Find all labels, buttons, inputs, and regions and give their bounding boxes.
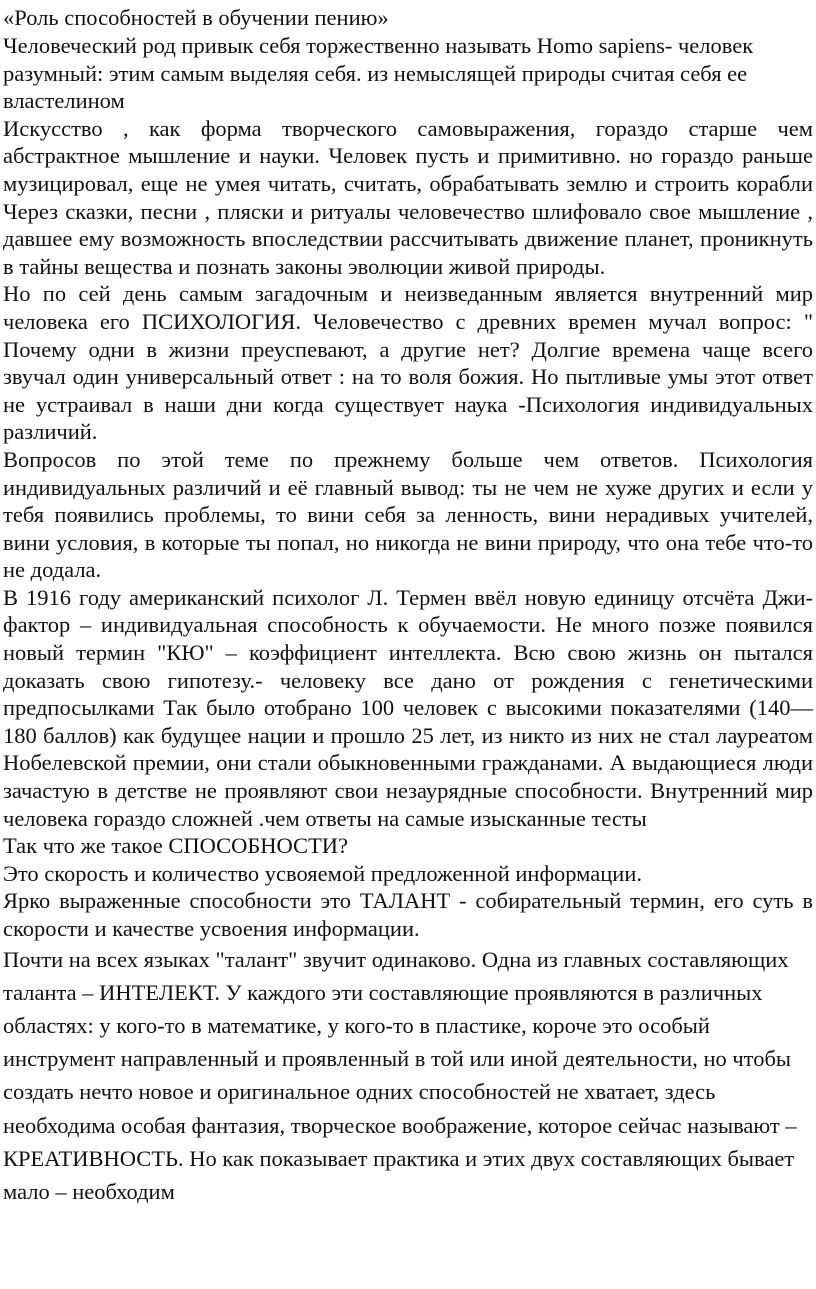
paragraph-definition: Это скорость и количество усвояемой предложенной информации. (3, 860, 642, 886)
paragraph-homo-sapiens: Человеческий род привык себя торжественно называть Homo sapiens- человек разумный: этим самым выделяя себя. из немыслящей природы считая себя ее властелином (3, 33, 754, 114)
paragraph-art: Искусство , как форма творческого самовыражения, гораздо старше чем абстрактное мышление и науки. Человек пусть и примитивно. но гораздо раньше музицировал, еще не умея читать, считать, обрабатывать землю и строить корабли Через сказки, песни , пляски и ритуалы человечество шлифовало свое мышление , давшее ему возможность впоследствии рассчитывать движение планет, проникнуть в тайны вещества и познать законы эволюции живой природы. (3, 115, 813, 279)
paragraph-talent: Ярко выраженные способности это ТАЛАНТ - собирательный термин, его суть в скорости и качестве усвоения информации. (3, 888, 813, 941)
paragraph-psychology: Но по сей день самым загадочным и неизведанным является внутренний мир человека его ПСИХОЛОГИЯ. Человечество с древних времен мучал вопрос: " Почему одни в жизни преуспевают, а другие нет? Долгие времена чаще всего звучал один универсальный ответ : на то воля божия. Но пытливые умы этот ответ не устраивал в наши дни когда существует наука -Психология индивидуальных различий. (3, 281, 813, 445)
paragraph-questions: Вопросов по этой теме по прежнему больше чем ответов. Психология индивидуальных различий и её главный вывод: ты не чем не хуже других и если у тебя появились проблемы, то вини себя за ленность, вини нерадивых учителей, вини условия, в которые ты попал, но никогда не вини природу, что она тебе что-то не додала. (3, 446, 813, 583)
document-title: «Роль способностей в обучении пению» (3, 5, 389, 30)
paragraph-what-are-abilities: Так что же такое СПОСОБНОСТИ? (3, 833, 349, 859)
paragraph-terman: В 1916 году американский психолог Л. Термен ввёл новую единицу отсчёта Джи-фактор – индивидуальная способность к обучаемости. Не много позже появился новый термин "КЮ" – коэффициент интеллекта. Всю свою жизнь он пытался доказать свою гипотезу.- человеку все дано от рождения с генетическими предпосылками Так было отобрано 100 человек с высокими показателями (140—180 баллов) как будущее нации и прошло 25 лет, из никто из них не стал лауреатом Нобелевской премии, они стали обыкновенными гражданами. А выдающиеся люди зачастую в детстве не проявляют свои незаурядные способности. Внутренний мир человека гораздо сложней .чем ответы на самые изысканные тесты (3, 584, 813, 831)
paragraph-intellect-creativity: Почти на всех языках "талант" звучит одинаково. Одна из главных составляющих таланта – ИНТЕЛЕКТ. У каждого эти составляющие проявляются в различных областях: у кого-то в математике, у кого-то в пластике, короче это особый инструмент направленный и проявленный в той или иной деятельности, но чтобы создать нечто новое и оригинальное одних способностей не хватает, здесь необходима особая фантазия, творческое воображение, которое сейчас называют – КРЕАТИВНОСТЬ. Но как показывает практика и этих двух составляющих бывает мало – необходим (3, 946, 797, 1205)
